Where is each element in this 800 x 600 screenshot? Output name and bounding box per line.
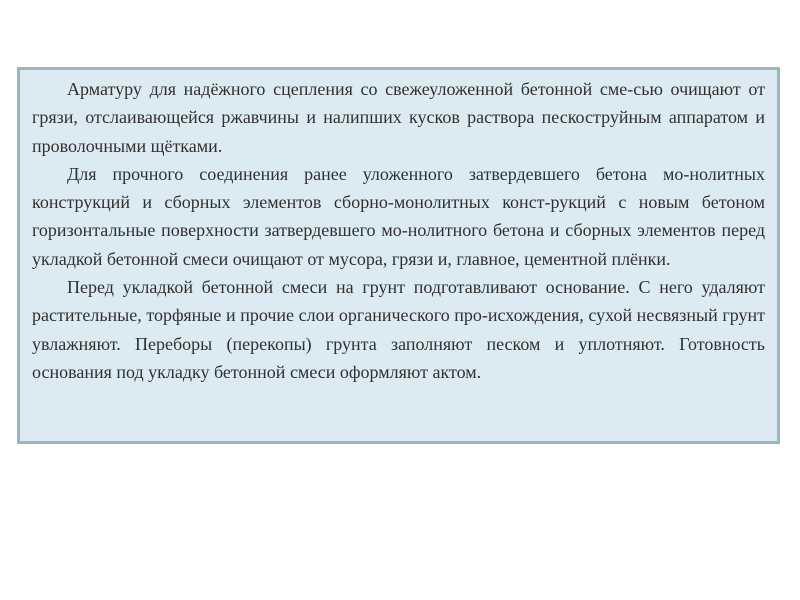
paragraph-3: Перед укладкой бетонной смеси на грунт подготавливают основание. С него удаляют растительные, торфяные и прочие слои органического про-исхождения, сухой несвязный грунт увлажняют. Переборы (перекопы) грунта заполняют песком и уплотняют. Готовность основания под укладку бетонной смеси оформляют актом.: [32, 277, 765, 382]
paragraph-1: Арматуру для надёжного сцепления со свежеуложенной бетонной сме-сью очищают от грязи, отслаивающейся ржавчины и налипших кусков раствора пескоструйным аппаратом и проволочными щётками.: [32, 79, 765, 156]
paragraph-2: Для прочного соединения ранее уложенного затвердевшего бетона мо-нолитных конструкций и сборных элементов сборно-монолитных конст-рукций с новым бетоном горизонтальные поверхности затвердевшего мо-нолитного бетона и сборных элементов перед укладкой бетонной смеси очищают от мусора, грязи и, главное, цементной плёнки.: [32, 163, 765, 269]
text-box: [17, 67, 780, 444]
